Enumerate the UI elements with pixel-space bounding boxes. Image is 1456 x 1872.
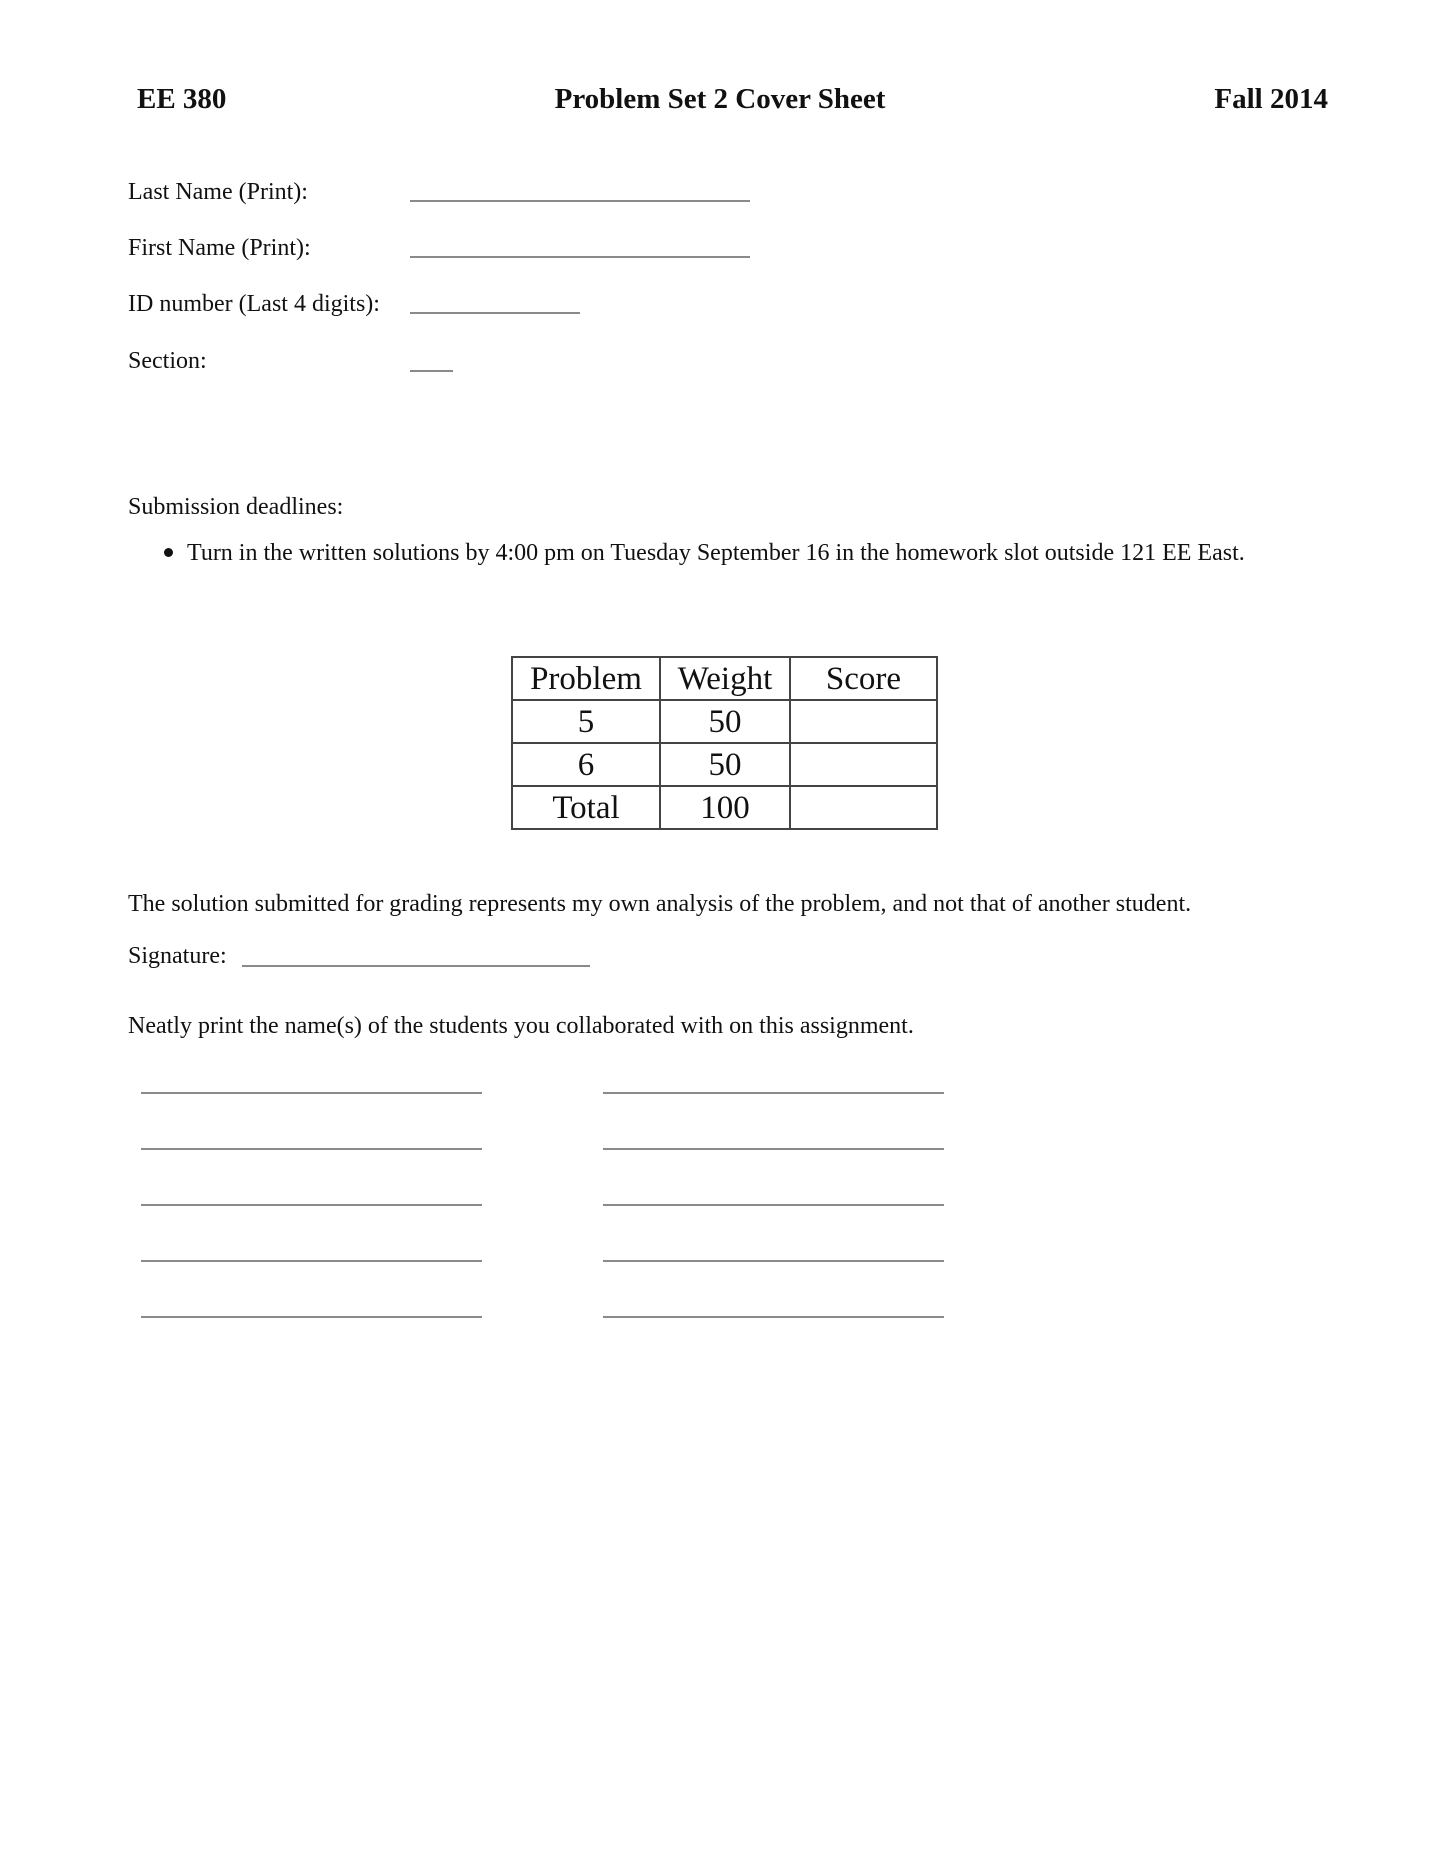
table-row <box>512 743 937 786</box>
course-number: EE 380 <box>137 83 227 115</box>
collaborator-field[interactable] <box>141 1204 482 1206</box>
collaborator-field[interactable] <box>603 1148 944 1150</box>
score-cell[interactable] <box>790 743 937 786</box>
collaborator-field[interactable] <box>603 1260 944 1262</box>
table-row <box>512 700 937 743</box>
score-table <box>511 656 938 830</box>
column-header-weight: Weight <box>660 657 790 700</box>
collaborator-field[interactable] <box>141 1092 482 1094</box>
bullet-icon <box>164 548 173 557</box>
term: Fall 2014 <box>1214 83 1328 115</box>
id-number-label: ID number (Last 4 digits): <box>128 291 380 317</box>
table-row <box>512 786 937 829</box>
collaborator-field[interactable] <box>603 1316 944 1318</box>
column-header-problem: Problem <box>512 657 660 700</box>
problem-cell: 5 <box>512 700 660 743</box>
weight-cell: 100 <box>660 786 790 829</box>
first-name-label: First Name (Print): <box>128 235 311 261</box>
last-name-field[interactable] <box>410 200 750 202</box>
score-cell[interactable] <box>790 786 937 829</box>
deadlines-heading: Submission deadlines: <box>128 494 344 520</box>
table-header-row <box>512 657 937 700</box>
weight-cell: 50 <box>660 743 790 786</box>
problem-cell: Total <box>512 786 660 829</box>
collaborator-field[interactable] <box>603 1092 944 1094</box>
page-title: Problem Set 2 Cover Sheet <box>554 83 886 115</box>
section-label: Section: <box>128 348 207 374</box>
deadline-item: Turn in the written solutions by 4:00 pm on Tuesday September 16 in the homework slot outside 121 EE East. <box>187 540 1245 566</box>
collaborator-field[interactable] <box>141 1148 482 1150</box>
signature-label: Signature: <box>128 943 227 969</box>
collaborator-field[interactable] <box>141 1260 482 1262</box>
last-name-label: Last Name (Print): <box>128 179 308 205</box>
section-field[interactable] <box>410 370 453 372</box>
honor-statement: The solution submitted for grading represents my own analysis of the problem, and not that of another student. <box>128 891 1192 917</box>
weight-cell: 50 <box>660 700 790 743</box>
first-name-field[interactable] <box>410 256 750 258</box>
problem-cell: 6 <box>512 743 660 786</box>
score-cell[interactable] <box>790 700 937 743</box>
collaborator-field[interactable] <box>141 1316 482 1318</box>
column-header-score: Score <box>790 657 937 700</box>
collaborator-field[interactable] <box>603 1204 944 1206</box>
id-number-field[interactable] <box>410 312 580 314</box>
signature-field[interactable] <box>242 965 590 967</box>
collaborators-prompt: Neatly print the name(s) of the students you collaborated with on this assignment. <box>128 1013 914 1039</box>
